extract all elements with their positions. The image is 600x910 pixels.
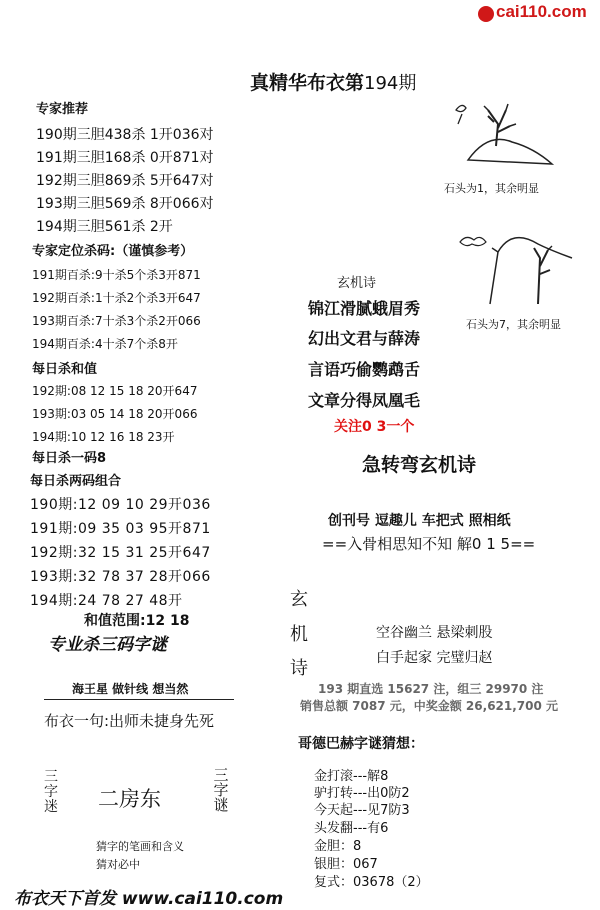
jizhuan-title: 急转弯玄机诗 xyxy=(362,454,477,476)
position-row: 191期百杀:9十杀5个杀3开871 xyxy=(32,268,201,282)
riddle-title: 专业杀三码字谜 xyxy=(48,635,167,655)
xuanji-heading: 玄机诗 xyxy=(337,276,377,291)
two-code-row: 191期:09 35 03 95开871 xyxy=(30,521,211,537)
poem-line: 幻出文君与薛涛 xyxy=(308,329,421,348)
sketch2-caption: 石头为7，其余明显 xyxy=(466,318,561,331)
mountain-tree-sketch-icon xyxy=(456,222,576,312)
riddle-answer: 二房东 xyxy=(98,787,161,811)
logo-mark-icon xyxy=(478,6,494,22)
title-main: 真精华布衣第 xyxy=(250,72,365,94)
goethe-row: 金胆：8 xyxy=(314,839,362,854)
stats-line2: 销售总额 7087 元，中奖金额 26,621,700 元 xyxy=(300,699,559,713)
haiwang-riddle: 海王星 做针线 想当然 xyxy=(72,682,189,696)
expert-row: 192期三胆869杀 5开647对 xyxy=(36,173,214,189)
goethe-row: 驴打转---出0防2 xyxy=(314,786,410,801)
sum-range: 和值范围:12 18 xyxy=(84,613,190,629)
kill-one-code: 每日杀一码8 xyxy=(32,451,107,466)
position-row: 192期百杀:1十杀2个杀3开647 xyxy=(32,291,201,305)
expert-heading: 专家推荐 xyxy=(36,102,89,117)
site-logo[interactable]: cai110.com xyxy=(496,2,587,21)
goethe-heading: 哥德巴赫字谜猜想： xyxy=(298,736,424,752)
riddle-right-label: 三 字 谜 xyxy=(213,766,229,814)
goethe-row: 复式：03678（2） xyxy=(314,875,429,890)
goethe-row: 今天起---见7防3 xyxy=(314,803,410,818)
sum-row: 192期:08 12 15 18 20开647 xyxy=(32,384,198,398)
position-heading: 专家定位杀码:（谨慎参考） xyxy=(32,244,194,259)
sum-row: 193期:03 05 14 18 20开066 xyxy=(32,407,198,421)
divider xyxy=(44,699,234,700)
xuanji2-char: 诗 xyxy=(290,658,308,679)
expert-row: 191期三胆168杀 0开871对 xyxy=(36,150,214,166)
expert-row: 193期三胆569杀 8开066对 xyxy=(36,196,214,212)
position-row: 194期百杀:4十杀7个杀8开 xyxy=(32,337,178,351)
tree-hill-sketch-icon xyxy=(448,96,558,166)
poem-line: 锦江滑腻蛾眉秀 xyxy=(308,299,421,318)
xuanji2-line1: 空谷幽兰 悬梁刺股 xyxy=(376,625,493,641)
page-title xyxy=(250,68,416,95)
xuanji2-line2: 白手起家 完璧归赵 xyxy=(376,650,493,666)
two-code-row: 194期:24 78 27 48开 xyxy=(30,593,183,609)
jizhuan-line2: ==入骨相思知不知 解0 1 5== xyxy=(322,535,536,553)
two-code-row: 192期:32 15 31 25开647 xyxy=(30,545,211,561)
jizhuan-line1: 创刊号 逗趣儿 车把式 照相纸 xyxy=(328,513,511,529)
goethe-row: 金打滚---解8 xyxy=(314,769,389,784)
xuanji2-char: 机 xyxy=(290,624,308,645)
poem-line: 言语巧偷鹦鹉舌 xyxy=(308,360,421,379)
riddle-left-label: 三 字 迷 xyxy=(44,769,58,815)
position-row: 193期百杀:7十杀3个杀2开066 xyxy=(32,314,201,328)
poem-line: 文章分得凤凰毛 xyxy=(308,391,421,410)
riddle-caption: 猜对必中 xyxy=(96,858,140,871)
xuanji2-char: 玄 xyxy=(290,589,308,610)
two-code-row: 190期:12 09 10 29开036 xyxy=(30,497,211,513)
goethe-row: 银胆：067 xyxy=(314,857,378,872)
follow-note: 关注0 3一个 xyxy=(334,419,415,435)
stats-line1: 193 期直选 15627 注，组三 29970 注 xyxy=(318,682,544,696)
two-code-heading: 每日杀两码组合 xyxy=(30,474,122,489)
buyi-line: 布衣一句:出师未捷身先死 xyxy=(44,712,215,730)
title-issue: 194期 xyxy=(364,73,417,94)
two-code-row: 193期:32 78 37 28开066 xyxy=(30,569,211,585)
riddle-caption: 猜字的笔画和含义 xyxy=(96,840,184,853)
sum-row: 194期:10 12 16 18 23开 xyxy=(32,430,175,444)
footer-banner[interactable]: 布衣天下首发 www.cai110.com xyxy=(14,889,284,909)
sum-heading: 每日杀和值 xyxy=(32,362,98,377)
sketch1-caption: 石头为1，其余明显 xyxy=(444,182,539,195)
goethe-row: 头发翻---有6 xyxy=(314,821,389,836)
expert-row: 190期三胆438杀 1开036对 xyxy=(36,127,214,143)
expert-row: 194期三胆561杀 2开 xyxy=(36,219,173,235)
